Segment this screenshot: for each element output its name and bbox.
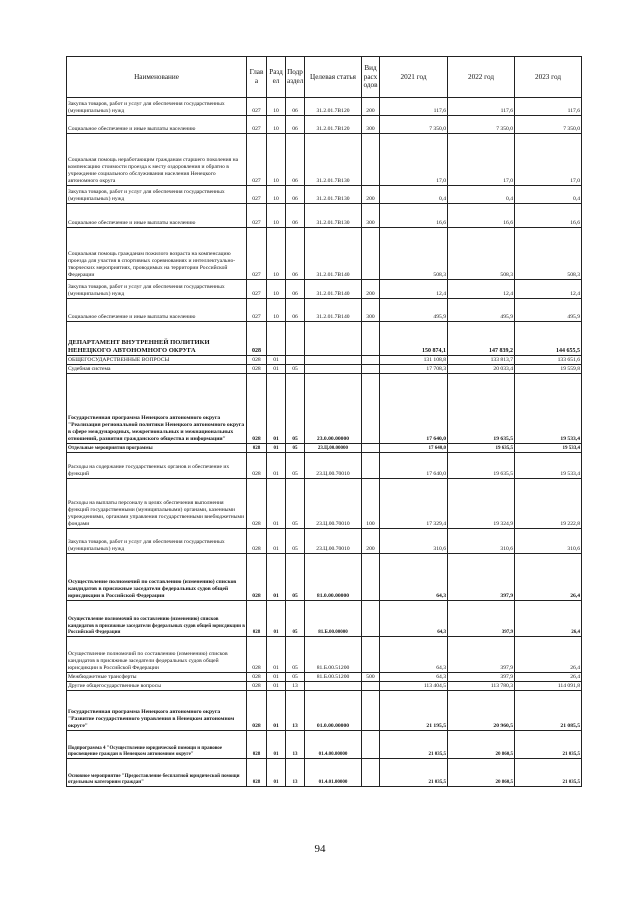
row-value-2022: 117,6 bbox=[448, 98, 515, 116]
row-target-article: 23.Ц.00.70010 bbox=[305, 479, 362, 529]
row-value-2021: 508,3 bbox=[380, 228, 448, 280]
table-header-row bbox=[67, 57, 582, 98]
row-value-2023: 19 222,8 bbox=[515, 479, 582, 529]
table-row bbox=[67, 322, 582, 356]
row-value-2021: 310,6 bbox=[380, 529, 448, 554]
row-value-2022: 19 324,9 bbox=[448, 479, 515, 529]
row-razdel: 01 bbox=[267, 374, 286, 444]
row-razdel: 10 bbox=[267, 299, 286, 322]
row-razdel: 10 bbox=[267, 228, 286, 280]
row-value-2021: 0,4 bbox=[380, 186, 448, 204]
row-podrazdel: 13 bbox=[286, 691, 305, 731]
row-razdel bbox=[267, 322, 286, 356]
row-value-2022: 310,6 bbox=[448, 529, 515, 554]
row-name: ДЕПАРТАМЕНТ ВНУТРЕННЕЙ ПОЛИТИКИ НЕНЕЦКОГО АВТОНОМНОГО ОКРУГА bbox=[67, 322, 247, 356]
table-row bbox=[67, 299, 582, 322]
row-target-article: 81.Б.00.51200 bbox=[305, 673, 362, 682]
row-target-article bbox=[305, 365, 362, 374]
row-razdel: 10 bbox=[267, 98, 286, 116]
row-target-article: 31.2.01.7В130 bbox=[305, 186, 362, 204]
row-value-2023: 133 651,6 bbox=[515, 356, 582, 365]
row-expense-type bbox=[362, 759, 380, 787]
row-target-article bbox=[305, 356, 362, 365]
row-podrazdel: 05 bbox=[286, 374, 305, 444]
row-value-2021: 21 195,5 bbox=[380, 691, 448, 731]
row-podrazdel: 05 bbox=[286, 673, 305, 682]
row-expense-type: 500 bbox=[362, 673, 380, 682]
row-value-2021: 7 350,0 bbox=[380, 116, 448, 134]
row-podrazdel: 05 bbox=[286, 529, 305, 554]
row-value-2022: 113 780,3 bbox=[448, 682, 515, 691]
row-razdel: 01 bbox=[267, 479, 286, 529]
row-razdel: 10 bbox=[267, 116, 286, 134]
row-expense-type: 200 bbox=[362, 529, 380, 554]
row-podrazdel: 06 bbox=[286, 204, 305, 228]
header-name: Наименование bbox=[67, 57, 247, 98]
row-podrazdel: 06 bbox=[286, 228, 305, 280]
row-podrazdel: 05 bbox=[286, 444, 305, 453]
row-name: Социальное обеспечение и иные выплаты населению bbox=[67, 299, 247, 322]
row-name: Отдельные мероприятия программы bbox=[67, 444, 247, 453]
row-expense-type bbox=[362, 356, 380, 365]
row-expense-type: 100 bbox=[362, 479, 380, 529]
row-name: Основное мероприятие "Предоставление бесплатной юридической помощи отдельным категориям граждан" bbox=[67, 759, 247, 787]
row-value-2023: 114 091,8 bbox=[515, 682, 582, 691]
row-value-2021: 17 640,0 bbox=[380, 453, 448, 479]
table-row bbox=[67, 479, 582, 529]
row-value-2021: 17 329,4 bbox=[380, 479, 448, 529]
row-razdel: 01 bbox=[267, 453, 286, 479]
row-value-2023: 21 085,5 bbox=[515, 691, 582, 731]
row-podrazdel: 06 bbox=[286, 280, 305, 299]
row-value-2021: 150 874,1 bbox=[380, 322, 448, 356]
row-value-2023: 0,4 bbox=[515, 186, 582, 204]
table-row bbox=[67, 453, 582, 479]
row-name: Социальная помощь гражданам пожилого возраста на компенсацию проезда для участия в спортивных соревнованиях и интеллектуально-творческих мероприятиях, проводимых на территории Российской Федерации bbox=[67, 228, 247, 280]
row-value-2022: 397,9 bbox=[448, 554, 515, 601]
row-value-2023: 12,4 bbox=[515, 280, 582, 299]
header-year-2021: 2021 год bbox=[380, 57, 448, 98]
table-row bbox=[67, 691, 582, 731]
row-value-2022: 16,6 bbox=[448, 204, 515, 228]
row-razdel: 01 bbox=[267, 682, 286, 691]
row-value-2023: 495,9 bbox=[515, 299, 582, 322]
row-glava: 027 bbox=[247, 98, 267, 116]
row-target-article: 23.Ц.00.70010 bbox=[305, 529, 362, 554]
row-expense-type bbox=[362, 731, 380, 759]
row-glava: 028 bbox=[247, 356, 267, 365]
row-value-2021: 113 404,5 bbox=[380, 682, 448, 691]
row-expense-type: 200 bbox=[362, 186, 380, 204]
header-glava: Глав а bbox=[247, 57, 267, 98]
row-value-2021: 17 640,0 bbox=[380, 444, 448, 453]
row-glava: 027 bbox=[247, 204, 267, 228]
row-glava: 027 bbox=[247, 280, 267, 299]
header-year-2023: 2023 год bbox=[515, 57, 582, 98]
row-expense-type bbox=[362, 637, 380, 673]
row-target-article: 81.Б.00.51200 bbox=[305, 637, 362, 673]
row-razdel: 01 bbox=[267, 759, 286, 787]
row-value-2022: 17,0 bbox=[448, 134, 515, 186]
row-podrazdel: 05 bbox=[286, 365, 305, 374]
row-razdel: 01 bbox=[267, 365, 286, 374]
row-value-2022: 0,4 bbox=[448, 186, 515, 204]
row-glava: 028 bbox=[247, 365, 267, 374]
row-value-2021: 21 035,5 bbox=[380, 759, 448, 787]
row-glava: 028 bbox=[247, 322, 267, 356]
row-target-article: 31.2.01.7В120 bbox=[305, 98, 362, 116]
row-value-2023: 26,4 bbox=[515, 637, 582, 673]
row-value-2023: 508,3 bbox=[515, 228, 582, 280]
row-podrazdel bbox=[286, 356, 305, 365]
table-row bbox=[67, 529, 582, 554]
row-target-article: 31.2.01.7В120 bbox=[305, 116, 362, 134]
row-glava: 028 bbox=[247, 453, 267, 479]
row-name: Осуществление полномочий по составлению (изменению) списков кандидатов в присяжные заседатели федеральных судов общей юрисдикции в Российской Федерации bbox=[67, 554, 247, 601]
table-row bbox=[67, 731, 582, 759]
row-value-2022: 12,4 bbox=[448, 280, 515, 299]
row-podrazdel: 06 bbox=[286, 116, 305, 134]
row-value-2021: 117,6 bbox=[380, 98, 448, 116]
row-target-article: 81.Б.00.00000 bbox=[305, 601, 362, 637]
row-podrazdel: 06 bbox=[286, 134, 305, 186]
row-name: ОБЩЕГОСУДАРСТВЕННЫЕ ВОПРОСЫ bbox=[67, 356, 247, 365]
row-value-2023: 19 533,4 bbox=[515, 444, 582, 453]
row-razdel: 01 bbox=[267, 731, 286, 759]
row-target-article: 31.2.01.7В130 bbox=[305, 134, 362, 186]
row-name: Осуществление полномочий по составлению (изменению) списков кандидатов в присяжные заседатели федеральных судов общей юрисдикции в Российской Федерации bbox=[67, 601, 247, 637]
table-row bbox=[67, 554, 582, 601]
row-name: Осуществление полномочий по составлению (изменению) списков кандидатов в присяжные заседатели федеральных судов общей юрисдикции в Российской Федерации bbox=[67, 637, 247, 673]
budget-table-sheet bbox=[66, 56, 581, 787]
row-value-2022: 495,9 bbox=[448, 299, 515, 322]
row-value-2021: 64,3 bbox=[380, 673, 448, 682]
row-value-2022: 147 839,2 bbox=[448, 322, 515, 356]
row-value-2023: 16,6 bbox=[515, 204, 582, 228]
budget-table bbox=[66, 56, 582, 787]
table-row bbox=[67, 186, 582, 204]
row-value-2023: 19 533,4 bbox=[515, 453, 582, 479]
row-value-2022: 397,9 bbox=[448, 601, 515, 637]
row-podrazdel: 05 bbox=[286, 637, 305, 673]
row-razdel: 01 bbox=[267, 691, 286, 731]
row-razdel: 01 bbox=[267, 673, 286, 682]
row-value-2021: 495,9 bbox=[380, 299, 448, 322]
row-glava: 028 bbox=[247, 637, 267, 673]
row-glava: 027 bbox=[247, 116, 267, 134]
row-glava: 028 bbox=[247, 479, 267, 529]
row-razdel: 01 bbox=[267, 529, 286, 554]
header-podrazdel: Подр аздел bbox=[286, 57, 305, 98]
row-expense-type bbox=[362, 453, 380, 479]
row-value-2022: 133 813,7 bbox=[448, 356, 515, 365]
row-razdel: 01 bbox=[267, 637, 286, 673]
row-value-2022: 19 635,5 bbox=[448, 444, 515, 453]
row-glava: 028 bbox=[247, 673, 267, 682]
row-expense-type: 200 bbox=[362, 280, 380, 299]
row-value-2023: 19 533,4 bbox=[515, 374, 582, 444]
row-expense-type bbox=[362, 601, 380, 637]
row-name: Судебная система bbox=[67, 365, 247, 374]
row-value-2021: 64,3 bbox=[380, 637, 448, 673]
row-name: Расходы на выплаты персоналу в целях обеспечения выполнения функций государственными (муниципальными) органами, казенными учреждениями, органами управления государственными внебюджетными фондами bbox=[67, 479, 247, 529]
row-value-2023: 21 035,5 bbox=[515, 731, 582, 759]
row-name: Межбюджетные трансферты bbox=[67, 673, 247, 682]
row-value-2022: 397,9 bbox=[448, 673, 515, 682]
row-name: Социальное обеспечение и иные выплаты населению bbox=[67, 204, 247, 228]
row-value-2021: 64,3 bbox=[380, 554, 448, 601]
row-razdel: 01 bbox=[267, 554, 286, 601]
table-row bbox=[67, 116, 582, 134]
row-target-article: 31.2.01.7В140 bbox=[305, 299, 362, 322]
row-value-2021: 12,4 bbox=[380, 280, 448, 299]
row-value-2021: 64,3 bbox=[380, 601, 448, 637]
row-glava: 028 bbox=[247, 759, 267, 787]
row-expense-type bbox=[362, 134, 380, 186]
row-value-2022: 20 960,5 bbox=[448, 691, 515, 731]
row-podrazdel: 13 bbox=[286, 682, 305, 691]
row-razdel: 10 bbox=[267, 204, 286, 228]
row-value-2023: 19 559,8 bbox=[515, 365, 582, 374]
row-name: Закупка товаров, работ и услуг для обеспечения государственных (муниципальных) нужд bbox=[67, 186, 247, 204]
row-target-article: 23.Ц.00.00000 bbox=[305, 444, 362, 453]
row-name: Расходы на содержание государственных органов и обеспечение их функций bbox=[67, 453, 247, 479]
table-row bbox=[67, 601, 582, 637]
row-podrazdel: 13 bbox=[286, 731, 305, 759]
row-podrazdel: 06 bbox=[286, 186, 305, 204]
row-name: Социальное обеспечение и иные выплаты населению bbox=[67, 116, 247, 134]
row-podrazdel bbox=[286, 322, 305, 356]
page-number: 94 bbox=[314, 843, 326, 855]
row-target-article: 01.0.00.00000 bbox=[305, 691, 362, 731]
row-value-2022: 19 635,5 bbox=[448, 453, 515, 479]
row-podrazdel: 13 bbox=[286, 759, 305, 787]
row-razdel: 10 bbox=[267, 186, 286, 204]
row-glava: 028 bbox=[247, 554, 267, 601]
row-razdel: 10 bbox=[267, 134, 286, 186]
row-expense-type bbox=[362, 322, 380, 356]
row-value-2021: 17,0 bbox=[380, 134, 448, 186]
table-body bbox=[67, 98, 582, 787]
row-name: Другие общегосударственные вопросы bbox=[67, 682, 247, 691]
header-target-article: Целевая статья bbox=[305, 57, 362, 98]
row-target-article bbox=[305, 682, 362, 691]
row-value-2023: 144 655,5 bbox=[515, 322, 582, 356]
row-value-2021: 21 035,5 bbox=[380, 731, 448, 759]
row-podrazdel: 06 bbox=[286, 299, 305, 322]
row-expense-type bbox=[362, 444, 380, 453]
row-glava: 027 bbox=[247, 299, 267, 322]
row-value-2022: 20 860,5 bbox=[448, 731, 515, 759]
row-value-2022: 20 033,4 bbox=[448, 365, 515, 374]
table-row bbox=[67, 637, 582, 673]
row-glava: 027 bbox=[247, 228, 267, 280]
row-glava: 028 bbox=[247, 682, 267, 691]
row-target-article: 01.4.01.00000 bbox=[305, 759, 362, 787]
row-target-article bbox=[305, 322, 362, 356]
row-value-2023: 21 035,5 bbox=[515, 759, 582, 787]
row-expense-type: 300 bbox=[362, 204, 380, 228]
row-value-2022: 397,9 bbox=[448, 637, 515, 673]
row-name: Закупка товаров, работ и услуг для обеспечения государственных (муниципальных) нужд bbox=[67, 98, 247, 116]
row-value-2021: 16,6 bbox=[380, 204, 448, 228]
row-expense-type: 300 bbox=[362, 116, 380, 134]
row-glava: 028 bbox=[247, 444, 267, 453]
row-value-2022: 19 635,5 bbox=[448, 374, 515, 444]
table-row bbox=[67, 444, 582, 453]
row-podrazdel: 05 bbox=[286, 479, 305, 529]
row-target-article: 81.0.00.00000 bbox=[305, 554, 362, 601]
row-value-2023: 310,6 bbox=[515, 529, 582, 554]
row-razdel: 01 bbox=[267, 601, 286, 637]
row-value-2021: 17 640,0 bbox=[380, 374, 448, 444]
table-row bbox=[67, 204, 582, 228]
table-row bbox=[67, 365, 582, 374]
row-name: Государственная программа Ненецкого автономного округа "Развитие государственного управления в Ненецком автономном округе" bbox=[67, 691, 247, 731]
row-glava: 028 bbox=[247, 529, 267, 554]
row-glava: 028 bbox=[247, 731, 267, 759]
table-row bbox=[67, 98, 582, 116]
header-expense-type: Вид расх одов bbox=[362, 57, 380, 98]
row-podrazdel: 05 bbox=[286, 453, 305, 479]
row-value-2022: 7 350,0 bbox=[448, 116, 515, 134]
row-glava: 028 bbox=[247, 601, 267, 637]
row-value-2023: 117,6 bbox=[515, 98, 582, 116]
table-row bbox=[67, 673, 582, 682]
row-name: Подпрограмма 4 "Осуществление юридической помощи и правовое просвещение граждан в Ненецком автономном округе" bbox=[67, 731, 247, 759]
header-year-2022: 2022 год bbox=[448, 57, 515, 98]
row-name: Государственная программа Ненецкого автономного округа "Реализация региональной политики Ненецкого автономного округа в сфере международных, межрегиональных и межнациональных отношений, развития гражданского общества и информации" bbox=[67, 374, 247, 444]
row-value-2023: 17,0 bbox=[515, 134, 582, 186]
row-name: Социальная помощь неработающим гражданам старшего поколения на компенсацию стоимости проезда к месту оздоровления и обратно в учреждение социального обслуживания населения Ненецкого автономного округа bbox=[67, 134, 247, 186]
row-value-2021: 17 708,3 bbox=[380, 365, 448, 374]
table-row bbox=[67, 759, 582, 787]
row-expense-type bbox=[362, 228, 380, 280]
row-value-2021: 131 108,8 bbox=[380, 356, 448, 365]
row-value-2022: 20 860,5 bbox=[448, 759, 515, 787]
row-glava: 027 bbox=[247, 134, 267, 186]
row-name: Закупка товаров, работ и услуг для обеспечения государственных (муниципальных) нужд bbox=[67, 529, 247, 554]
row-target-article: 31.2.01.7В140 bbox=[305, 280, 362, 299]
table-row bbox=[67, 228, 582, 280]
header-razdel: Разд ел bbox=[267, 57, 286, 98]
row-podrazdel: 05 bbox=[286, 601, 305, 637]
row-value-2023: 26,4 bbox=[515, 554, 582, 601]
row-target-article: 01.4.00.00000 bbox=[305, 731, 362, 759]
row-expense-type bbox=[362, 554, 380, 601]
table-row bbox=[67, 374, 582, 444]
row-expense-type bbox=[362, 374, 380, 444]
row-glava: 028 bbox=[247, 374, 267, 444]
row-razdel: 10 bbox=[267, 280, 286, 299]
table-row bbox=[67, 682, 582, 691]
row-target-article: 31.2.01.7В130 bbox=[305, 204, 362, 228]
row-expense-type: 300 bbox=[362, 299, 380, 322]
row-value-2023: 7 350,0 bbox=[515, 116, 582, 134]
row-value-2023: 26,4 bbox=[515, 601, 582, 637]
row-razdel: 01 bbox=[267, 444, 286, 453]
row-expense-type bbox=[362, 691, 380, 731]
row-target-article: 23.0.00.00000 bbox=[305, 374, 362, 444]
table-row bbox=[67, 134, 582, 186]
row-value-2022: 508,3 bbox=[448, 228, 515, 280]
row-razdel: 01 bbox=[267, 356, 286, 365]
row-target-article: 23.Ц.00.70010 bbox=[305, 453, 362, 479]
row-glava: 028 bbox=[247, 691, 267, 731]
table-row bbox=[67, 280, 582, 299]
table-row bbox=[67, 356, 582, 365]
row-podrazdel: 05 bbox=[286, 554, 305, 601]
row-podrazdel: 06 bbox=[286, 98, 305, 116]
row-expense-type bbox=[362, 682, 380, 691]
row-glava: 027 bbox=[247, 186, 267, 204]
row-expense-type: 200 bbox=[362, 98, 380, 116]
row-value-2023: 26,4 bbox=[515, 673, 582, 682]
row-expense-type bbox=[362, 365, 380, 374]
row-name: Закупка товаров, работ и услуг для обеспечения государственных (муниципальных) нужд bbox=[67, 280, 247, 299]
row-target-article: 31.2.01.7В140 bbox=[305, 228, 362, 280]
